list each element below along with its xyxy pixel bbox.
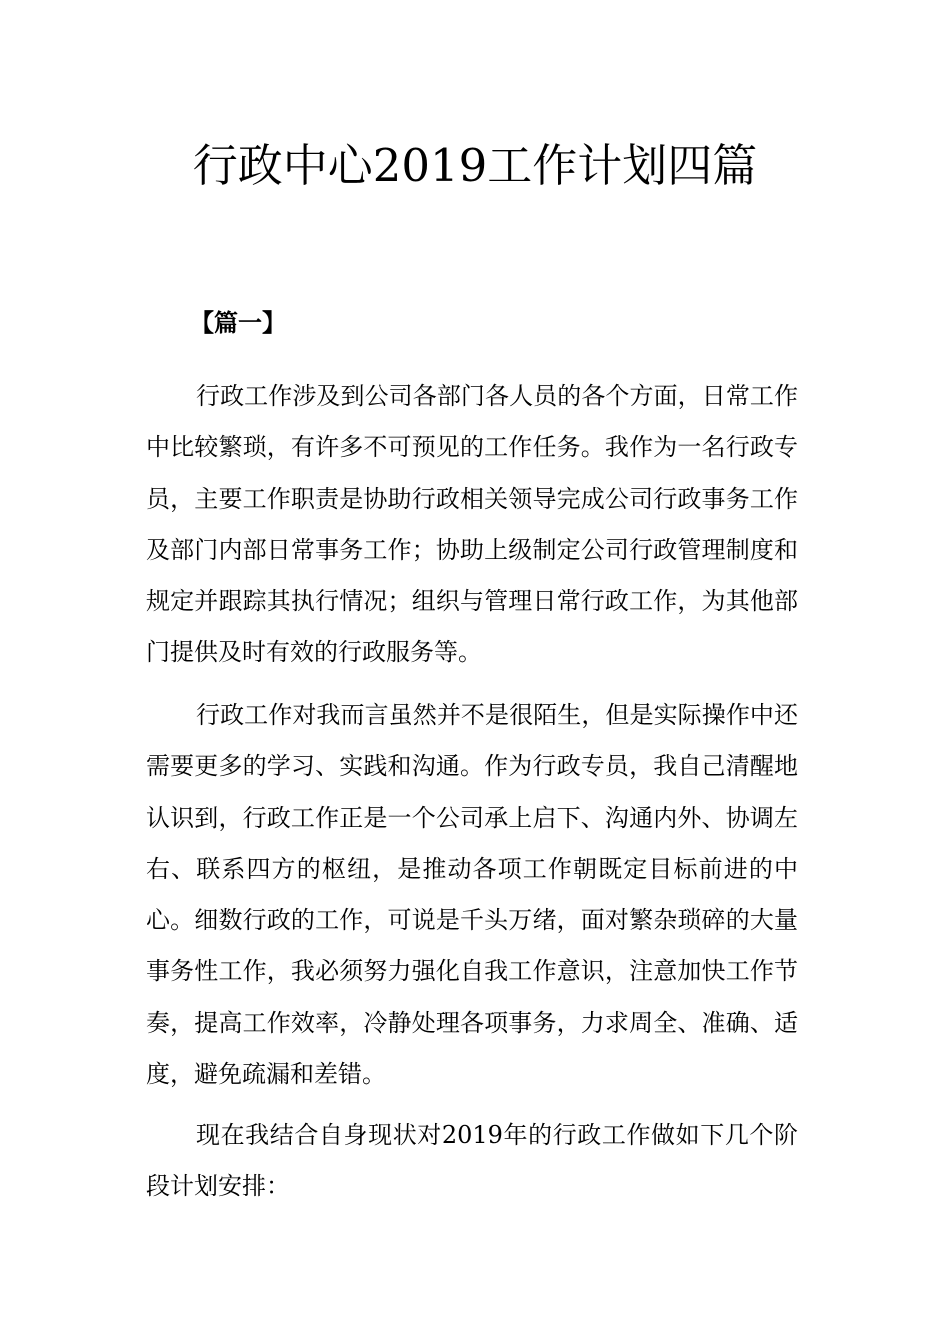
section-heading: 【篇一】 [190,308,286,337]
paragraph-3: 现在我结合自身现状对2019年的行政工作做如下几个阶段计划安排： [146,1121,798,1201]
paragraph-2: 行政工作对我而言虽然并不是很陌生，但是实际操作中还需要更多的学习、实践和沟通。作为行政专员，我自己清醒地认识到，行政工作正是一个公司承上启下、沟通内外、协调左右、联系四方的枢纽，是推动各项工作朝既定目标前进的中心。细数行政的工作，可说是千头万绪，面对繁杂琐碎的大量事务性工作，我必须努力强化自我工作意识，注意加快工作节奏，提高工作效率，冷静处理各项事务，力求周全、准确、适度，避免疏漏和差错。 [146,701,798,1089]
paragraph-1: 行政工作涉及到公司各部门各人员的各个方面，日常工作中比较繁琐，有许多不可预见的工作任务。我作为一名行政专员，主要工作职责是协助行政相关领导完成公司行政事务工作及部门内部日常事务工作；协助上级制定公司行政管理制度和规定并跟踪其执行情况；组织与管理日常行政工作，为其他部门提供及时有效的行政服务等。 [146,382,798,667]
document-title: 行政中心2019工作计划四篇 [192,139,758,192]
